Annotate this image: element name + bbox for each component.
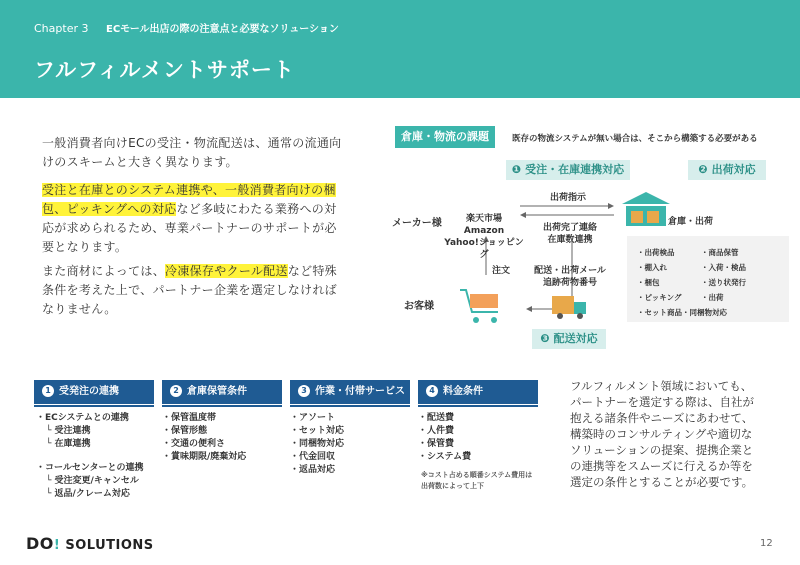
list-item: ・交通の便利さ: [162, 439, 226, 449]
list-item: └ 在庫連携: [46, 439, 91, 449]
list-item: ・返品対応: [290, 465, 336, 475]
list-item: ・保管温度帯: [162, 413, 217, 423]
intro-paragraph-1: 一般消費者向けECの受注・物流配送は、通常の流通向けのスキームと大きく異なります。: [42, 136, 342, 169]
ship-complete-label: 出荷完了連絡 在庫数連携: [542, 223, 597, 245]
category-label: 倉庫保管条件: [187, 386, 247, 397]
delivery-truck-icon: [552, 296, 586, 319]
paragraph-text: など多岐にわたる業務への対応が求められるため、専業パートナーのサポートが必要となります。: [42, 202, 337, 254]
category-number: 3: [298, 385, 310, 397]
category-4: [418, 380, 538, 404]
list-item: ・賞味期限/廃棄対応: [162, 452, 247, 462]
category-label: 受発注の連携: [59, 386, 119, 397]
maker-label: メーカー様: [392, 218, 442, 229]
list-item: ・人件費: [418, 426, 455, 436]
chapter-number: Chapter 3: [34, 22, 89, 35]
list-spacer: [36, 451, 143, 462]
category-label: 料金条件: [443, 386, 483, 397]
category-4-list: [418, 412, 471, 464]
header-band: [0, 0, 800, 98]
intro-paragraph-2: [42, 181, 342, 257]
list-item: ・システム費: [418, 452, 472, 462]
task-item: ・棚入れ: [637, 263, 667, 272]
page-number: 12: [760, 538, 773, 549]
list-item: ・セット対応: [290, 426, 345, 436]
task-item: ・商品保管: [701, 248, 739, 257]
warehouse-icon: [622, 192, 670, 226]
task-item: ・出荷: [701, 293, 724, 302]
list-item: ・代金回収: [290, 452, 336, 462]
malls-label: 楽天市場 Amazon Yahoo!ショッピング: [444, 214, 524, 260]
shopping-cart-icon: [460, 290, 498, 323]
category-2-list: [162, 412, 246, 464]
logo-text: SOLUTIONS: [65, 538, 154, 553]
category-underline: [290, 405, 410, 407]
chapter-heading: [34, 20, 339, 35]
category-number: 2: [170, 385, 182, 397]
list-item: ・保管費: [418, 439, 455, 449]
category-1: [34, 380, 154, 404]
list-item: ・アソート: [290, 413, 336, 423]
task-item: ・送り状発行: [701, 278, 746, 287]
logo-accent: !: [53, 538, 61, 553]
company-logo: [26, 534, 154, 553]
order-label: 注文: [491, 266, 510, 276]
paragraph-text: また商材によっては、: [42, 264, 166, 278]
issue-note: 既存の物流システムが無い場合は、そこから構築する必要がある: [512, 134, 758, 144]
category-underline: [418, 405, 538, 407]
page-title: フルフィルメントサポート: [34, 58, 295, 82]
category-label: 作業・付帯サービス: [315, 386, 405, 397]
arrow-head: [526, 306, 532, 312]
category-underline: [162, 405, 282, 407]
warehouse-label: 倉庫・出荷: [668, 217, 714, 227]
task-item: ・ピッキング: [637, 293, 682, 302]
delivery-mail-label: 配送・出荷メール 追跡荷物番号: [534, 266, 606, 288]
task-item: ・セット商品・同梱物対応: [637, 308, 727, 317]
list-item: ・配送費: [418, 413, 455, 423]
category-3-list: [290, 412, 344, 477]
cost-note: ※コスト占める順番システム費用は 出荷数によって上下: [421, 471, 533, 490]
arrow-head: [608, 203, 614, 209]
task-item: ・梱包: [637, 278, 660, 287]
step1-tag: ❶ 受注・在庫連携対応: [506, 160, 630, 180]
issue-tag: 倉庫・物流の課題: [395, 126, 495, 148]
task-item: ・出荷検品: [637, 248, 675, 257]
list-item: ・コールセンターとの連携: [36, 463, 144, 473]
chapter-title: ECモール出店の際の注意点と必要なソリューション: [105, 24, 339, 35]
list-item: ・ECシステムとの連携: [36, 413, 129, 423]
step3-tag: ❸ 配送対応: [532, 329, 606, 349]
category-number: 4: [426, 385, 438, 397]
logo-mark: DO: [26, 534, 54, 553]
category-3: [290, 380, 410, 404]
list-item: ・同梱物対応: [290, 439, 345, 449]
category-2: [162, 380, 282, 404]
warehouse-task-list: [627, 236, 789, 322]
paragraph-text: など特殊条件を考えた上で、パートナー企業を選定しなければなりません。: [42, 264, 337, 316]
ship-instruction-label: 出荷指示: [549, 193, 586, 203]
category-underline: [34, 405, 154, 407]
category-number: 1: [42, 385, 54, 397]
customer-label: お客様: [404, 301, 434, 312]
list-item: └ 受注変更/キャンセル: [46, 476, 139, 486]
category-1-list: [36, 412, 143, 501]
intro-paragraph-3: [42, 262, 342, 319]
task-list-right: [701, 245, 746, 305]
list-item: ・保管形態: [162, 426, 208, 436]
list-item: └ 受注連携: [46, 426, 91, 436]
list-item: └ 返品/クレーム対応: [46, 489, 130, 499]
task-item: ・入荷・検品: [701, 263, 746, 272]
highlight-text: 冷凍保存やクール配送: [165, 264, 288, 278]
side-paragraph: フルフィルメント領域においても、パートナーを選定する際は、自社が抱える諸条件やニーズにあわせて、構築時のコンサルティングや適切なソリューションの提案、提携企業との連携等をスムーズに行えるか等を選定の条件とすることが必要です。: [570, 379, 754, 489]
highlight-text: 受注と在庫とのシステム連携や、一般消費者向けの梱包、ピッキングへの対応: [42, 183, 336, 216]
step2-tag: ❷ 出荷対応: [688, 160, 766, 180]
